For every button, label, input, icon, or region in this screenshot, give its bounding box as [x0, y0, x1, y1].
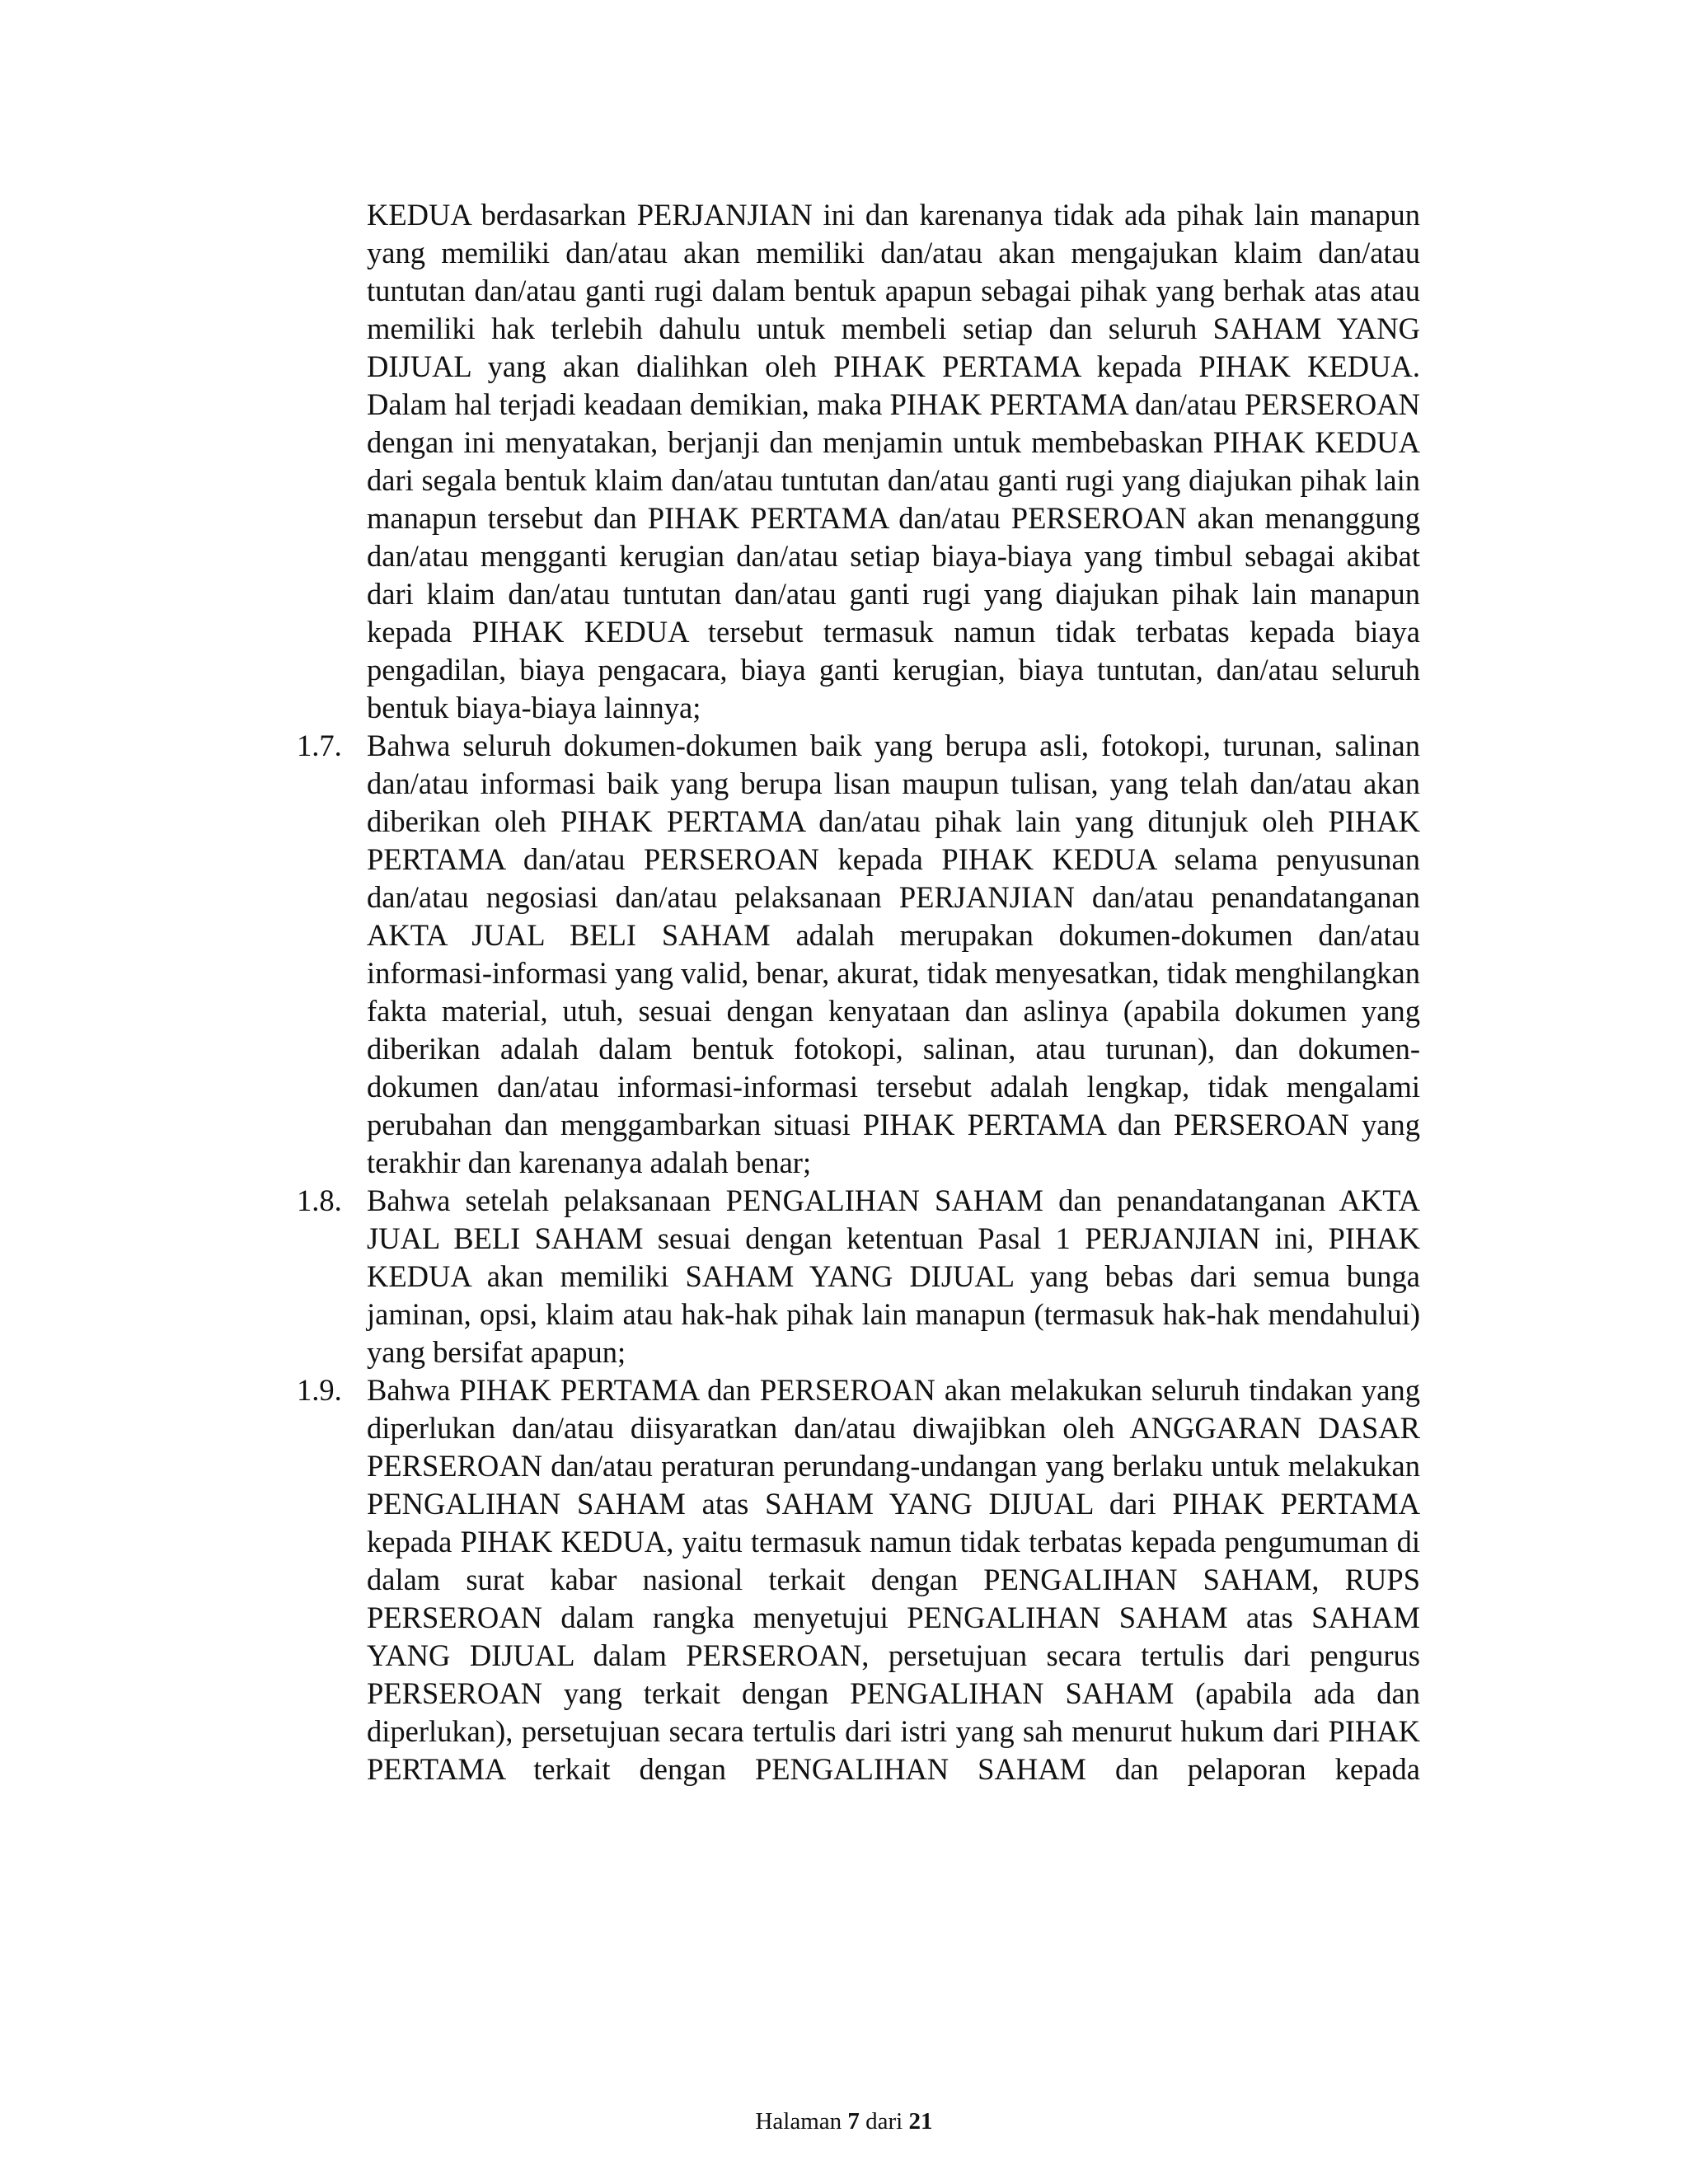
continued-paragraph: KEDUA berdasarkan PERJANJIAN ini dan karenanya tidak ada pihak lain manapun yang memiliki dan/atau akan memiliki dan/atau akan mengajukan klaim dan/atau tuntutan dan/atau ganti rugi dalam bentuk apapun sebagai pihak yang berhak atas atau memiliki hak terlebih dahulu untuk membeli setiap dan seluruh SAHAM YANG DIJUAL yang akan dialihkan oleh PIHAK PERTAMA kepada PIHAK KEDUA. Dalam hal terjadi keadaan demikian, maka PIHAK PERTAMA dan/atau PERSEROAN dengan ini menyatakan, berjanji dan menjamin untuk membebaskan PIHAK KEDUA dari segala bentuk klaim dan/atau tuntutan dan/atau ganti rugi yang diajukan pihak lain manapun tersebut dan PIHAK PERTAMA dan/atau PERSEROAN akan menanggung dan/atau mengganti kerugian dan/atau setiap biaya-biaya yang timbul sebagai akibat dari klaim dan/atau tuntutan dan/atau ganti rugi yang diajukan pihak lain manapun kepada PIHAK KEDUA tersebut termasuk namun tidak terbatas kepada biaya pengadilan, biaya pengacara, biaya ganti kerugian, biaya tuntutan, dan/atau seluruh bentuk biaya-biaya lainnya; [367, 198, 1420, 724]
list-item-1-9 [297, 1371, 1420, 1788]
item-number: 1.7. [297, 729, 342, 762]
item-text: Bahwa seluruh dokumen-dokumen baik yang berupa asli, fotokopi, turunan, salinan dan/atau informasi baik yang berupa lisan maupun tulisan, yang telah dan/atau akan diberikan oleh PIHAK PERTAMA dan/atau pihak lain yang ditunjuk oleh PIHAK PERTAMA dan/atau PERSEROAN kepada PIHAK KEDUA selama penyusunan dan/atau negosiasi dan/atau pelaksanaan PERJANJIAN dan/atau penandatanganan AKTA JUAL BELI SAHAM adalah merupakan dokumen-dokumen dan/atau informasi-informasi yang valid, benar, akurat, tidak menyesatkan, tidak menghilangkan fakta material, utuh, sesuai dengan kenyataan dan aslinya (apabila dokumen yang diberikan adalah dalam bentuk fotokopi, salinan, atau turunan), dan dokumen-dokumen dan/atau informasi-informasi tersebut adalah lengkap, tidak mengalami perubahan dan menggambarkan situasi PIHAK PERTAMA dan PERSEROAN yang terakhir dan karenanya adalah benar; [367, 729, 1420, 1179]
item-number: 1.8. [297, 1183, 342, 1217]
item-text: Bahwa setelah pelaksanaan PENGALIHAN SAHAM dan penandatanganan AKTA JUAL BELI SAHAM sesuai dengan ketentuan Pasal 1 PERJANJIAN ini, PIHAK KEDUA akan memiliki SAHAM YANG DIJUAL yang bebas dari semua bunga jaminan, opsi, klaim atau hak-hak pihak lain manapun (termasuk hak-hak mendahului) yang bersifat apapun; [367, 1183, 1420, 1369]
list-item-1-7 [297, 727, 1420, 1182]
footer-middle: dari [865, 2108, 903, 2135]
footer-prefix: Halaman [755, 2108, 842, 2135]
footer-page-number: 7 [847, 2108, 860, 2135]
list-item-1-8 [297, 1182, 1420, 1371]
item-number: 1.9. [297, 1373, 342, 1407]
document-body [297, 196, 1420, 1788]
item-text: Bahwa PIHAK PERTAMA dan PERSEROAN akan melakukan seluruh tindakan yang diperlukan dan/atau diisyaratkan dan/atau diwajibkan oleh ANGGARAN DASAR PERSEROAN dan/atau peraturan perundang-undangan yang berlaku untuk melakukan PENGALIHAN SAHAM atas SAHAM YANG DIJUAL dari PIHAK PERTAMA kepada PIHAK KEDUA, yaitu termasuk namun tidak terbatas kepada pengumuman di dalam surat kabar nasional terkait dengan PENGALIHAN SAHAM, RUPS PERSEROAN dalam rangka menyetujui PENGALIHAN SAHAM atas SAHAM YANG DIJUAL dalam PERSEROAN, persetujuan secara tertulis dari pengurus PERSEROAN yang terkait dengan PENGALIHAN SAHAM (apabila ada dan diperlukan), persetujuan secara tertulis dari istri yang sah menurut hukum dari PIHAK PERTAMA terkait dengan PENGALIHAN SAHAM dan pelaporan kepada [367, 1373, 1420, 1786]
page-footer [0, 2107, 1688, 2136]
footer-total-pages: 21 [908, 2108, 933, 2135]
